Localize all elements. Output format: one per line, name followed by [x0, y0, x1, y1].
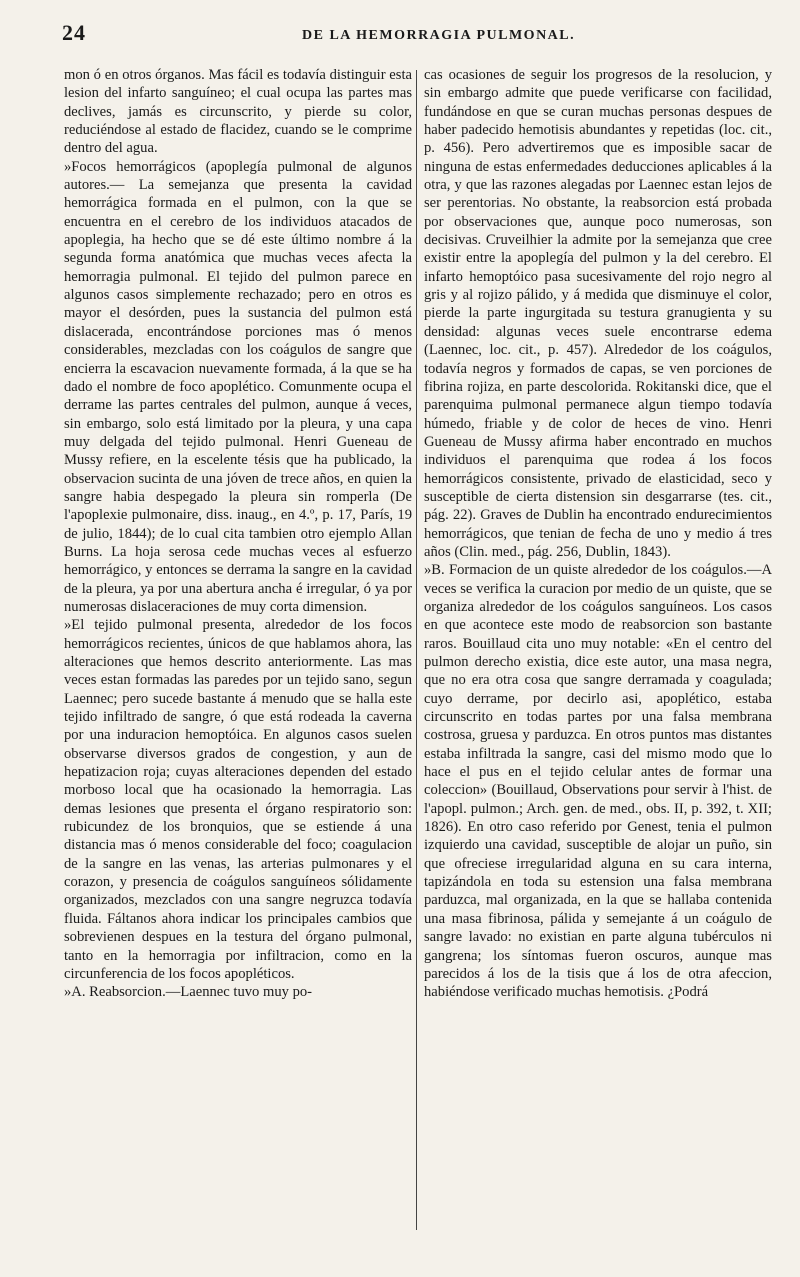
paragraph: »B. Formacion de un quiste alrededor de los coágulos.—A veces se verifica la curacion por medio de un quiste, que se organiza alrededor de los coágulos sanguíneos. Los casos en que acontece este modo de reabsorcion son bastante raros. Bouillaud cita uno muy notable: «En el centro del pulmon derecho existia, dice este autor, una masa negra, que no era otra cosa que sangre derramada y coagulada; cuyo derrame, por decirlo asi, apoplético, estaba circunscrito en todas partes por una falsa membrana costrosa, gruesa y parduzca. En otros puntos mas distantes estaba infiltrada la sangre, casi del mismo modo que lo hace el pus en el tejido celular antes de formar una coleccion» (Bouillaud, Observations pour servir à l'hist. de l'apopl. pulmon.; Arch. gen. de med., obs. II, p. 392, t. XII; 1826). En otro caso referido por Genest, tenia el pulmon izquierdo una cavidad, susceptible de alojar un puño, sin que ofreciese irregularidad alguna en su cara interna, tapizándola en toda su estension una falsa membrana parduzca, mal organizada, en la que se hallaba contenida una masa fibrinosa, pálida y semejante á un coágulo de sangre lavado: no existian en parte alguna tubérculos ni gangrena; los síntomas fueron oscuros, aunque mas parecidos á los de la tisis que á los de otra afeccion, habiéndose verificado muchas hemotisis. ¿Podrá — [424, 562, 772, 1001]
paragraph: »Focos hemorrágicos (apoplegía pulmonal de algunos autores.— La semejanza que presenta la cavidad hemorrágica formada en el pulmon, con la que se encuentra en el cerebro de los individuos atacados de apoplegia, ha hecho que se dé este último nombre á la segunda forma anatómica que muchas veces afecta la hemorragia pulmonal. El tejido del pulmon parece en algunos casos simplemente rechazado; pero en otros es mayor el desórden, pues la sustancia del pulmon está dislacerada, encontrándose porciones mas ó menos considerables, mezcladas con los coágulos de sangre que encierra la escavacion nuevamente formada, á la que se ha dado el nombre de foco apoplético. Comunmente ocupa el derrame las partes centrales del pulmon, aunque á veces, sin embargo, solo está limitado por la pleura, y una capa muy delgada del tejido pulmonal. Henri Gueneau de Mussy refiere, en la escelente tésis que ha publicado, la observacion sucinta de una jóven de trece años, en quien la sangre habia despegado la pleura sin romperla (De l'apoplexie pulmonaire, diss. inaug., en 4.º, p. 17, París, 19 de julio, 1844); de lo cual cita tambien otro ejemplo Allan Burns. La hoja serosa cede muchas veces al esfuerzo hemorrágico, y entonces se derrama la sangre en la cavidad de la pleura, ya por una abertura ancha é irregular, ó ya por numerosas dislaceraciones de muy corta dimension. — [64, 158, 412, 615]
paragraph: cas ocasiones de seguir los progresos de la resolucion, y sin embargo admite que puede verificarse con facilidad, fundándose en que se curan muchas personas despues de haber padecido hemotisis abundantes y repetidas (loc. cit., p. 456). Pero advertiremos que es imposible sacar de ninguna de estas enfermedades deducciones aplicables á la otra, y que las razones alegadas por Laennec estan lejos de ser perentorias. No obstante, la reabsorcion está probada por observaciones que, aunque poco numerosas, son decisivas. Cruveilhier la admite por la semejanza que cree existir entre la apoplegía del pulmon y la del cerebro. El infarto hemoptóico pasa sucesivamente del rojo negro al gris y al rojizo pálido, y á medida que disminuye el color, pierde la parte ingurgitada su testura granugienta y su densidad: algunas veces suele encontrarse edema (Laennec, loc. cit., p. 457). Alrededor de los coágulos, todavía negros y formados de capas, se ven porciones de fibrina rojiza, en parte descolorida. Rokitanski dice, que el parenquima pulmonal permanece algun tiempo todavía húmedo, friable y de color de heces de vino. Henri Gueneau de Mussy afirma haber encontrado en muchos individuos el parenquima que rodea á los focos hemorrágicos consistente, privado de elasticidad, seco y susceptible de cierta distension sin desgarrarse (tes. cit., pág. 22). Graves de Dublin ha encontrado endurecimientos hemorrágicos, que tenian de fecha de uno y medio á tres años (Clin. med., pág. 256, Dublin, 1843). — [424, 67, 772, 560]
paragraph: »A. Reabsorcion.—Laennec tuvo muy po- — [64, 984, 313, 1001]
column-divider — [416, 70, 417, 1230]
page-number: 24 — [62, 20, 86, 45]
right-column — [424, 66, 772, 1002]
paragraph: »El tejido pulmonal presenta, alrededor de los focos hemorrágicos recientes, únicos de que hablamos ahora, las alteraciones que hemos descrito anteriormente. Las mas veces estan formadas las paredes por un tejido sano, segun Laennec; pero sucede bastante á menudo que se halla este tejido infiltrado de sangre, ó que está rodeada la caverna por una induracion hemoptóica. En algunos casos suelen observarse diversos grados de congestion, y aun de hepatizacion roja; cuyas alteraciones dependen del estado morboso local que ha ocasionado la hemorragia. Las demas lesiones que presenta el órgano respiratorio son: rubicundez de los bronquios, que se estiende á una distancia mas ó menos considerable del foco; coagulacion de la sangre en las venas, las arterias pulmonares y el corazon, y presencia de coágulos sanguíneos sólidamente organizados, mezclados con una sangre negruzca todavía fluida. Fáltanos ahora indicar los principales cambios que sobrevienen despues en la testura del órgano pulmonal, tanto en la hemorragia por infiltracion, como en la circunferencia de los focos apopléticos. — [64, 617, 412, 982]
paragraph: mon ó en otros órganos. Mas fácil es todavía distinguir esta lesion del infarto sanguíneo; el cual ocupa las partes mas declives, jamás es circunscrito, y pierde su color, reduciéndose al estado de flacidez, cuando se le comprime dentro del agua. — [64, 67, 412, 157]
page-header — [62, 20, 760, 52]
left-column — [64, 66, 412, 1002]
running-title: DE LA HEMORRAGIA PULMONAL. — [302, 28, 576, 43]
